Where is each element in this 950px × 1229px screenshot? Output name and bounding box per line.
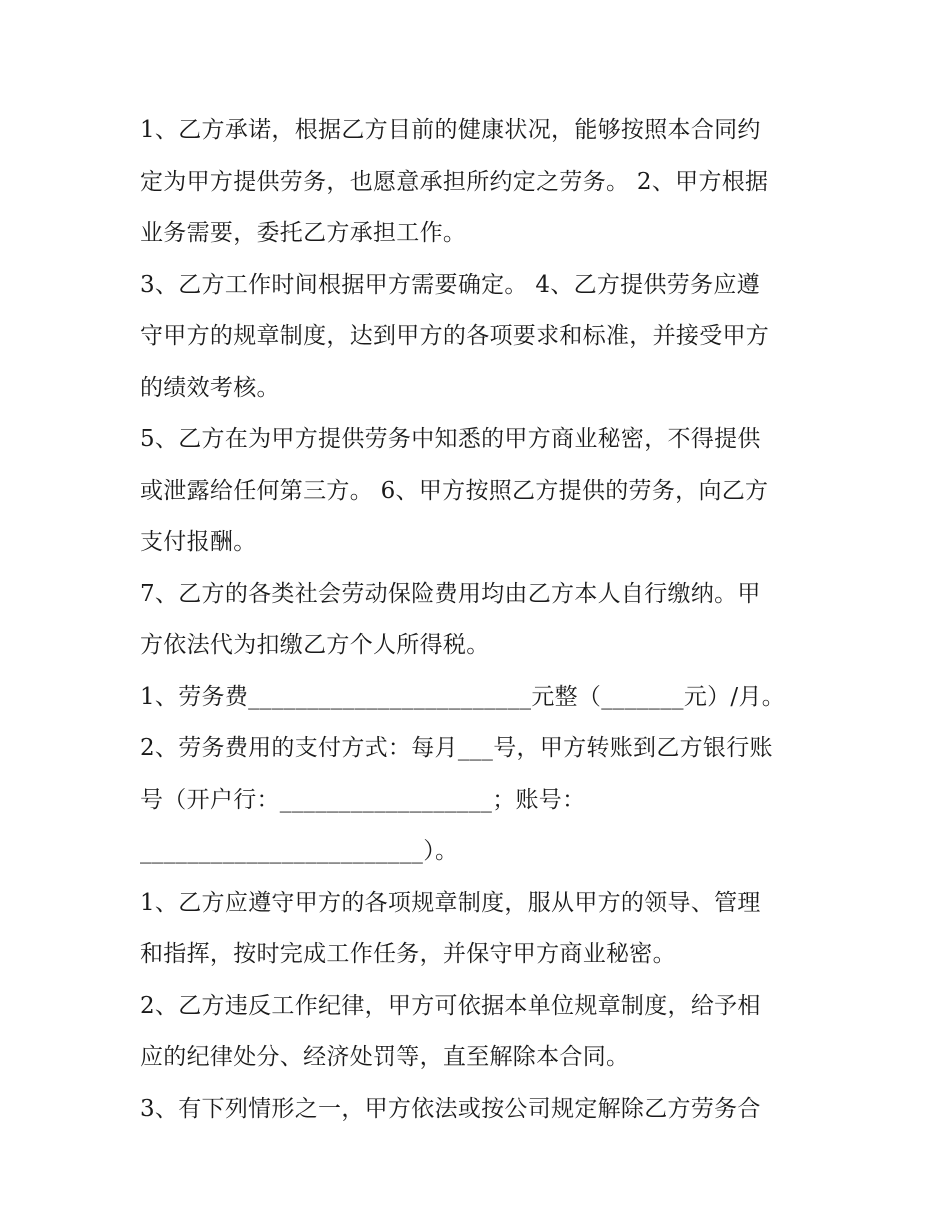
text-line: 支付报酬。 [140,529,257,555]
text-line: 3、乙方工作时间根据甲方需要确定。 4、乙方提供劳务应遵 [140,271,760,298]
paragraph-payment [140,723,820,878]
text-line: 号（开户行：__________________；账号： [140,786,586,813]
text-line: 定为甲方提供劳务，也愿意承担所约定之劳务。 2、甲方根据 [140,168,769,195]
paragraph-duty-3 [140,1084,820,1136]
text-line: 5、乙方在为甲方提供劳务中知悉的甲方商业秘密，不得提供 [140,426,761,452]
paragraph-1 [140,105,820,260]
paragraph-fee [140,672,820,724]
text-line: 守甲方的规章制度，达到甲方的各项要求和标准，并接受甲方 [140,323,770,349]
text-line: 2、劳务费用的支付方式：每月___号，甲方转账到乙方银行账 [140,735,773,761]
text-line: 应的纪律处分、经济处罚等，直至解除本合同。 [140,1044,630,1070]
text-line: 或泄露给任何第三方。 6、甲方按照乙方提供的劳务，向乙方 [140,477,769,504]
text-line: 和指挥，按时完成工作任务，并保守甲方商业秘密。 [140,941,676,967]
text-line: 1、乙方承诺，根据乙方目前的健康状况，能够按照本合同约 [140,117,761,143]
document-page [140,105,820,1135]
paragraph-2 [140,260,820,415]
text-line: 业务需要，委托乙方承担工作。 [140,220,467,246]
paragraph-duty-1 [140,878,820,981]
text-line: 7、乙方的各类社会劳动保险费用均由乙方本人自行缴纳。甲 [140,580,761,607]
paragraph-3 [140,414,820,569]
paragraph-4 [140,569,820,672]
text-line: 3、有下列情形之一，甲方依法或按公司规定解除乙方劳务合 [140,1095,761,1122]
text-line: 的绩效考核。 [140,374,280,401]
text-line: 1、乙方应遵守甲方的各项规章制度，服从甲方的领导、管理 [140,889,761,916]
paragraph-duty-2 [140,981,820,1084]
text-line: 1、劳务费________________________元整（_______元）/月。 [140,683,786,710]
text-line: ________________________）。 [140,838,459,864]
text-line: 2、乙方违反工作纪律，甲方可依据本单位规章制度，给予相 [140,992,761,1019]
text-line: 方依法代为扣缴乙方个人所得税。 [140,632,490,658]
